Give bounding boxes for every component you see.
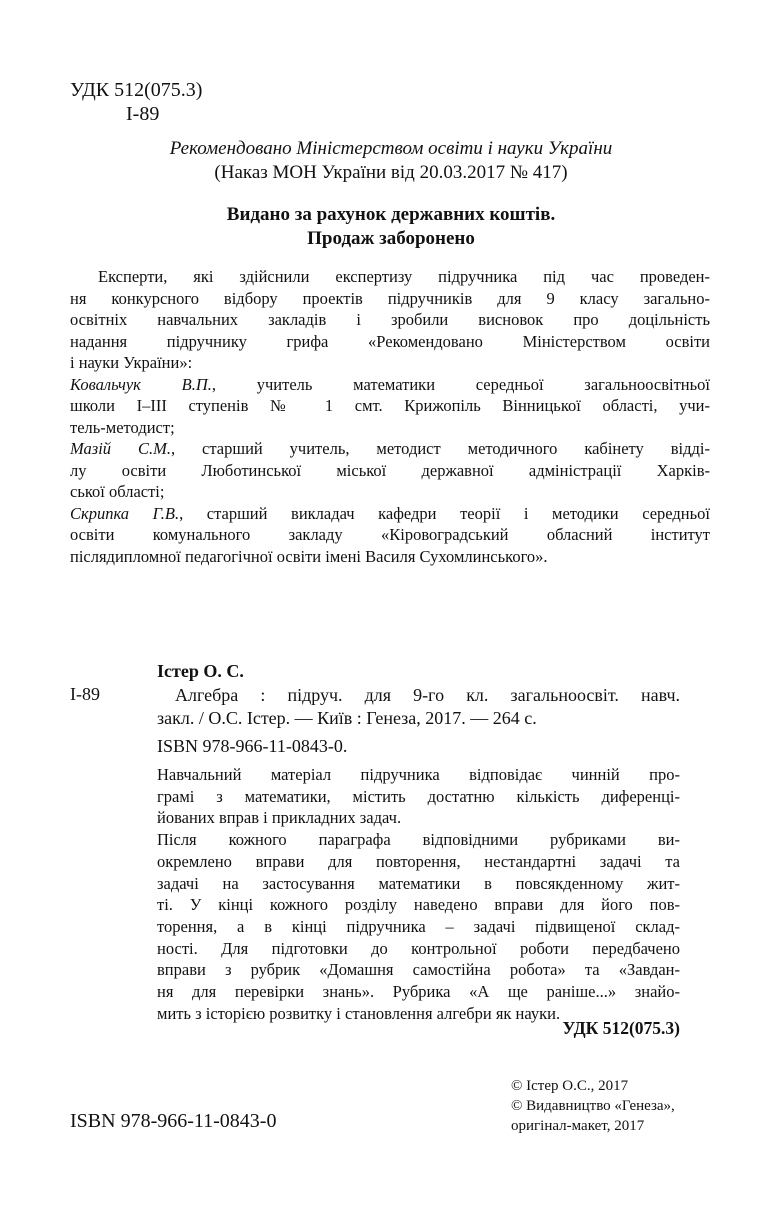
recommendation-title: Рекомендовано Міністерством освіти і науки України	[169, 138, 613, 159]
experts-section	[70, 266, 710, 567]
copyright-line: оригінал-макет, 2017	[511, 1118, 645, 1134]
funding-line: Видано за рахунок державних коштів.	[226, 204, 556, 225]
isbn-record: ISBN 978-966-11-0843-0.	[157, 736, 348, 756]
expert-description-line: післядипломної педагогічної освіти імені Василя Сухомлинського».	[70, 546, 548, 566]
expert-description: , учитель математики середньої загальноосвітньої	[211, 374, 710, 394]
expert-description-line: школи І–ІІІ ступенів № 1 смт. Крижопіль Вінницької області, учи-	[70, 396, 710, 415]
annotation-line: йованих вправ і прикладних задач.	[157, 808, 402, 828]
copyright-line: © Істер О.С., 2017	[511, 1078, 629, 1094]
expert-description-line: тель-методист;	[70, 417, 175, 437]
bibliographic-record	[157, 684, 680, 730]
experts-intro-line: надання підручнику грифа «Рекомендовано Міністерством освіти	[70, 331, 710, 351]
annotation-line: ті. У кінці кожного розділу наведено вправи для його пов-	[157, 895, 680, 915]
annotation-line: вправи з рубрик «Домашня самостійна робота» та «Завдан-	[157, 960, 680, 980]
udk-footer-code: УДК 512(075.3)	[562, 1018, 680, 1038]
expert-entry	[70, 438, 710, 460]
annotation-line: Після кожного параграфа відповідними рубриками ви-	[157, 830, 680, 850]
funding-notice	[0, 203, 782, 251]
annotation-line: ня для перевірки знань». Рубрика «А ще раніше...» знайо-	[157, 982, 680, 1002]
catalog-author: Істер О. С.	[157, 661, 244, 681]
expert-entry	[70, 503, 710, 525]
annotation-line: Навчальний матеріал підручника відповідає чинній про-	[157, 765, 680, 784]
annotation-line: задачі на застосування математики в повсякденному жит-	[157, 873, 680, 893]
bib-line: закл. / О.С. Істер. — Київ : Генеза, 2017. — 264 с.	[157, 708, 537, 728]
annotation	[157, 764, 680, 1024]
sale-prohibited-line: Продаж заборонено	[307, 228, 475, 249]
annotation-line: окремлено вправи для повторення, нестандартні задачі та	[157, 851, 680, 871]
copyright-block	[511, 1076, 675, 1136]
recommendation-block	[0, 137, 782, 185]
ministry-order: (Наказ МОН України від 20.03.2017 № 417)	[214, 162, 568, 183]
catalog-index: І-89	[126, 103, 160, 125]
catalog-index-side: І-89	[70, 684, 100, 704]
annotation-line: грамі з математики, містить достатню кількість диференці-	[157, 786, 680, 806]
annotation-line: ності. Для підготовки до контрольної роботи передбачено	[157, 938, 680, 958]
expert-name: Мазій С.М.	[70, 439, 171, 458]
experts-intro-line: освітніх навчальних закладів і зробили висновок про доцільність	[70, 310, 710, 329]
expert-name: Ковальчук В.П.	[70, 374, 212, 394]
annotation-line: мить з історією розвитку і становлення алгебри як науки.	[157, 1003, 561, 1023]
experts-intro-line: ня конкурсного відбору проектів підручників для 9 класу загально-	[70, 288, 710, 308]
expert-description: , старший учитель, методист методичного кабінету відді-	[170, 439, 710, 458]
expert-name: Скрипка Г.В.	[70, 503, 180, 523]
udk-header	[70, 78, 202, 126]
experts-intro-line: Експерти, які здійснили експертизу підручника під час проведен-	[98, 267, 710, 286]
udk-code: УДК 512(075.3)	[70, 79, 203, 101]
expert-description-line: лу освіти Люботинської міської державної адміністрації Харків-	[70, 460, 710, 480]
expert-description-line: ської області;	[70, 482, 165, 501]
copyright-line: © Видавництво «Генеза»,	[511, 1098, 675, 1114]
experts-intro-line: і науки України»:	[70, 353, 193, 372]
expert-description: , старший викладач кафедри теорії і методики середньої	[179, 503, 710, 523]
annotation-line: торення, а в кінці підручника – задачі підвищеної склад-	[157, 916, 680, 936]
isbn-footer: ISBN 978-966-11-0843-0	[70, 1110, 277, 1132]
expert-entry	[70, 374, 710, 396]
expert-description-line: освіти комунального закладу «Кіровоградський обласний інститут	[70, 525, 710, 544]
bib-line: Алгебра : підруч. для 9-го кл. загальноосвіт. навч.	[175, 685, 680, 705]
